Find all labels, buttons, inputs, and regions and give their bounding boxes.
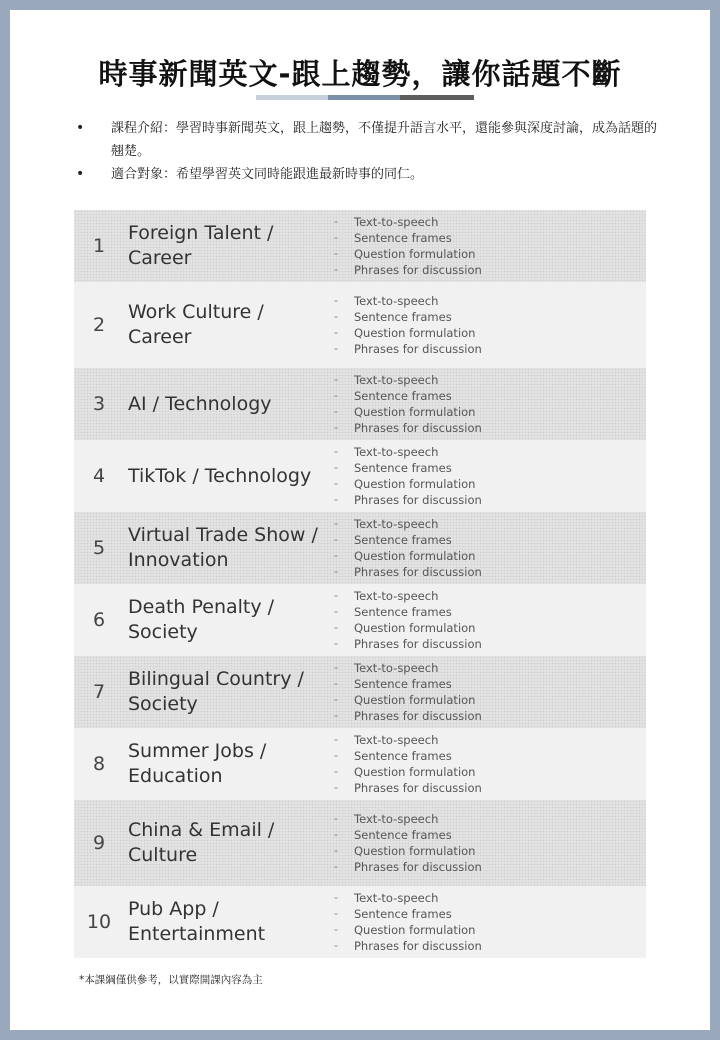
- bullet-text: 適合對象：希望學習英文同時能跟進最新時事的同仁。: [111, 167, 424, 182]
- lesson-row: [74, 512, 646, 584]
- activity-dashes: [318, 372, 354, 436]
- activity-dashes: [318, 293, 354, 357]
- lesson-topic: Death Penalty / Society: [128, 596, 275, 643]
- activity-item: Sentence frames: [354, 605, 452, 619]
- activity-item: Sentence frames: [354, 310, 452, 324]
- activity-item: Question formulation: [354, 765, 476, 779]
- activity-dash: -: [334, 549, 338, 562]
- activity-dash: -: [334, 421, 338, 434]
- activity-dash: -: [334, 677, 338, 690]
- activity-dash: -: [334, 589, 338, 602]
- bullet-item: [76, 117, 666, 163]
- underline-segment: [256, 95, 328, 100]
- underline-segment: [328, 95, 400, 100]
- lesson-number: 6: [92, 609, 106, 631]
- activity-dash: -: [334, 517, 338, 530]
- activity-item: Text-to-speech: [354, 294, 439, 308]
- bullet-text: 課程介紹：學習時事新聞英文，跟上趨勢，不僅提升語言水平，還能參與深度討論，成為話題的翹楚。: [111, 121, 658, 159]
- activity-dash: -: [334, 765, 338, 778]
- title-underline: [256, 95, 474, 100]
- activity-dash: -: [334, 373, 338, 386]
- activity-item: Text-to-speech: [354, 812, 439, 826]
- lesson-number: 4: [92, 465, 106, 487]
- lesson-topic: Virtual Trade Show / Innovation: [128, 524, 318, 571]
- lesson-topic: AI / Technology: [128, 392, 272, 415]
- activity-dash: -: [334, 477, 338, 490]
- activity-item: Text-to-speech: [354, 373, 439, 387]
- activity-list: [354, 660, 646, 724]
- activity-list: [354, 588, 646, 652]
- activity-item: Text-to-speech: [354, 215, 439, 229]
- bullet-dot-icon: •: [76, 120, 85, 136]
- activity-item: Text-to-speech: [354, 891, 439, 905]
- activity-dash: -: [334, 709, 338, 722]
- activity-item: Text-to-speech: [354, 733, 439, 747]
- activity-dash: -: [334, 907, 338, 920]
- lesson-number: 8: [92, 753, 106, 775]
- activity-item: Question formulation: [354, 247, 476, 261]
- lesson-topic: Work Culture / Career: [128, 301, 264, 348]
- lesson-number: 2: [92, 314, 106, 336]
- page-title: 時事新聞英文-跟上趨勢，讓你話題不斷: [98, 57, 622, 91]
- activity-dash: -: [334, 326, 338, 339]
- activity-item: Phrases for discussion: [354, 421, 482, 435]
- activity-dash: -: [334, 389, 338, 402]
- activity-item: Question formulation: [354, 549, 476, 563]
- activity-dashes: [318, 811, 354, 875]
- activity-dash: -: [334, 891, 338, 904]
- activity-item: Sentence frames: [354, 828, 452, 842]
- activity-dash: -: [334, 781, 338, 794]
- activity-dash: -: [334, 310, 338, 323]
- activity-item: Sentence frames: [354, 389, 452, 403]
- activity-item: Phrases for discussion: [354, 939, 482, 953]
- activity-dash: -: [334, 812, 338, 825]
- activity-dash: -: [334, 621, 338, 634]
- activity-dash: -: [334, 661, 338, 674]
- lesson-topic: TikTok / Technology: [128, 464, 312, 487]
- activity-item: Phrases for discussion: [354, 709, 482, 723]
- lesson-topic: Bilingual Country / Society: [128, 668, 304, 715]
- activity-item: Question formulation: [354, 477, 476, 491]
- activity-dash: -: [334, 828, 338, 841]
- activity-dash: -: [334, 342, 338, 355]
- activity-item: Question formulation: [354, 693, 476, 707]
- activity-dash: -: [334, 860, 338, 873]
- activity-dash: -: [334, 247, 338, 260]
- activity-item: Question formulation: [354, 621, 476, 635]
- activity-dash: -: [334, 693, 338, 706]
- activity-item: Phrases for discussion: [354, 637, 482, 651]
- activity-dash: -: [334, 605, 338, 618]
- activity-dashes: [318, 444, 354, 508]
- activity-item: Sentence frames: [354, 231, 452, 245]
- activity-dash: -: [334, 733, 338, 746]
- activity-dash: -: [334, 263, 338, 276]
- lesson-number: 10: [86, 911, 112, 933]
- activity-dash: -: [334, 844, 338, 857]
- lesson-row: [74, 656, 646, 728]
- course-info: [76, 117, 666, 186]
- activity-dash: -: [334, 939, 338, 952]
- lesson-topic: Summer Jobs / Education: [128, 740, 267, 787]
- lesson-row: [74, 584, 646, 656]
- activity-item: Phrases for discussion: [354, 860, 482, 874]
- activity-dashes: [318, 214, 354, 278]
- footnote: *本課綱僅供參考，以實際開課內容為主: [79, 974, 263, 986]
- activity-item: Sentence frames: [354, 677, 452, 691]
- activity-item: Question formulation: [354, 923, 476, 937]
- lesson-number: 1: [92, 235, 106, 257]
- lesson-row: [74, 800, 646, 886]
- lesson-number: 7: [92, 681, 106, 703]
- bullet-item: [76, 163, 666, 186]
- activity-list: [354, 293, 646, 357]
- lesson-row: [74, 368, 646, 440]
- activity-item: Text-to-speech: [354, 517, 439, 531]
- activity-list: [354, 732, 646, 796]
- activity-list: [354, 372, 646, 436]
- activity-item: Question formulation: [354, 326, 476, 340]
- lesson-topic: Pub App / Entertainment: [128, 898, 266, 945]
- activity-dashes: [318, 890, 354, 954]
- activity-dash: -: [334, 493, 338, 506]
- activity-dash: -: [334, 405, 338, 418]
- activity-dashes: [318, 516, 354, 580]
- lesson-row: [74, 210, 646, 282]
- activity-item: Phrases for discussion: [354, 493, 482, 507]
- activity-dashes: [318, 660, 354, 724]
- lesson-topic: China & Email / Culture: [128, 819, 275, 866]
- lesson-row: [74, 728, 646, 800]
- activity-dash: -: [334, 461, 338, 474]
- activity-item: Sentence frames: [354, 461, 452, 475]
- underline-segment: [400, 95, 474, 100]
- activity-item: Question formulation: [354, 405, 476, 419]
- lesson-topic: Foreign Talent / Career: [128, 222, 274, 269]
- activity-dashes: [318, 732, 354, 796]
- activity-list: [354, 516, 646, 580]
- page: [10, 10, 710, 1030]
- activity-item: Phrases for discussion: [354, 342, 482, 356]
- activity-item: Text-to-speech: [354, 661, 439, 675]
- lesson-table: [74, 210, 646, 958]
- activity-dash: -: [334, 294, 338, 307]
- lesson-row: [74, 282, 646, 368]
- activity-item: Phrases for discussion: [354, 263, 482, 277]
- activity-list: [354, 890, 646, 954]
- activity-item: Question formulation: [354, 844, 476, 858]
- activity-dash: -: [334, 637, 338, 650]
- lesson-number: 5: [92, 537, 106, 559]
- activity-dash: -: [334, 565, 338, 578]
- activity-item: Phrases for discussion: [354, 781, 482, 795]
- activity-list: [354, 444, 646, 508]
- activity-item: Sentence frames: [354, 749, 452, 763]
- activity-item: Sentence frames: [354, 533, 452, 547]
- activity-dash: -: [334, 749, 338, 762]
- lesson-row: [74, 440, 646, 512]
- activity-item: Text-to-speech: [354, 589, 439, 603]
- lesson-number: 3: [92, 393, 106, 415]
- lesson-number: 9: [92, 832, 106, 854]
- activity-dash: -: [334, 445, 338, 458]
- activity-dashes: [318, 588, 354, 652]
- activity-dash: -: [334, 215, 338, 228]
- activity-dash: -: [334, 533, 338, 546]
- activity-dash: -: [334, 231, 338, 244]
- activity-list: [354, 811, 646, 875]
- activity-item: Sentence frames: [354, 907, 452, 921]
- activity-item: Phrases for discussion: [354, 565, 482, 579]
- activity-list: [354, 214, 646, 278]
- activity-item: Text-to-speech: [354, 445, 439, 459]
- bullet-dot-icon: •: [76, 166, 85, 182]
- activity-dash: -: [334, 923, 338, 936]
- lesson-row: [74, 886, 646, 958]
